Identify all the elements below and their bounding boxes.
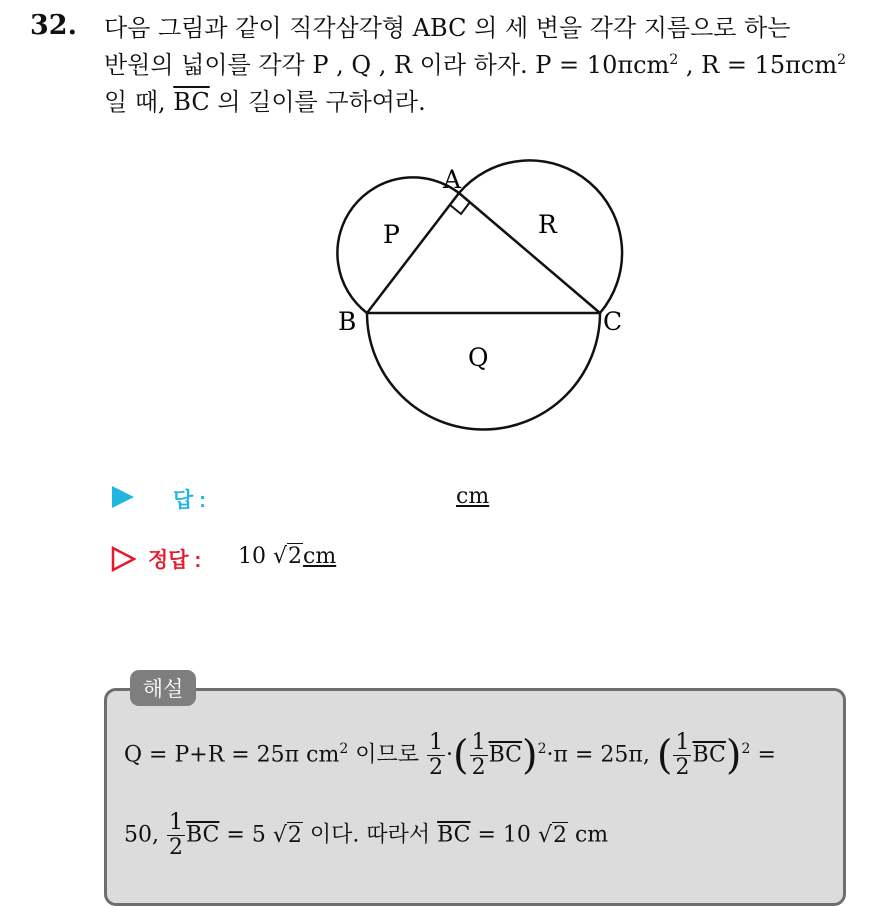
region-r-label: R: [538, 210, 557, 239]
sol-bc-3: $\overline{BC}$: [185, 822, 220, 848]
sol-sqrt-2: √2: [537, 822, 567, 848]
sol-frac-half-3: $\frac{1}{2}$: [675, 730, 690, 780]
question-text: [104, 10, 864, 121]
geometry-figure: [320, 155, 640, 445]
question-line-3: [104, 84, 864, 121]
solution-line-2: [124, 812, 608, 859]
sol-frac-half-4: $\frac{1}{2}$: [168, 810, 183, 860]
question-line-1: 다음 그림과 같이 직각삼각형 ABC 의 세 변을 각각 지름으로 하는: [104, 14, 791, 42]
correct-sqrt: √2: [273, 544, 303, 569]
sol-frac-half-1: $\frac{1}{2}$: [428, 730, 443, 780]
sol-bc-4: $\overline{BC}$: [437, 822, 471, 848]
sol-l2-b: = 5: [219, 822, 266, 848]
correct-radicand: 2: [288, 544, 303, 569]
sol-l1-d: =: [757, 742, 776, 768]
question-sup-1: 2: [669, 52, 679, 68]
sol-sqrt-1: √2: [272, 822, 302, 848]
solution-box: [104, 688, 846, 906]
solution-line-1: Q = P+R = 25π $cm^2$ 이므로 $\frac{1}{2}$ ·( $\frac{1}{2}$ $\overline{BC})^2\cdot\pi = 25\pi$, ( $\frac{1}{2}$ $\overline{BC})^2$ =: [124, 730, 776, 780]
correct-unit: cm: [303, 544, 337, 569]
side-ac: [459, 193, 600, 313]
correct-value-prefix: 10: [238, 544, 266, 569]
question-line-2: [104, 47, 864, 84]
vertex-c-label: C: [603, 307, 623, 336]
side-ab: [367, 193, 459, 313]
question-number: 32.: [30, 10, 77, 41]
sol-bc-2: $\overline{BC}$: [692, 742, 726, 768]
right-angle-mark: [450, 202, 470, 214]
answer-label: 답 :: [173, 489, 207, 512]
question-sup-2: 2: [837, 52, 846, 68]
region-q-label: Q: [468, 343, 489, 372]
correct-value: [238, 544, 336, 569]
sol-l2-c: 이다. 따라서: [302, 822, 438, 848]
sol-l2-e: cm: [567, 822, 609, 848]
sol-bc-1: $\overline{BC}$: [488, 742, 523, 768]
vertex-b-label: B: [338, 307, 357, 336]
sol-l2-a: 50,: [124, 822, 166, 848]
question-line-3-b: 의 길이를 구하여라.: [209, 88, 426, 116]
question-line-2-a: 반원의 넓이를 각각 P , Q , R 이라 하자. P = 10πcm: [104, 51, 670, 79]
outline-triangle-icon: [110, 546, 136, 572]
question-line-3-a: 일 때,: [104, 88, 174, 116]
region-p-label: P: [383, 220, 400, 249]
sol-exp-1: 2: [537, 741, 547, 758]
sol-frac-half-2: $\frac{1}{2}$: [471, 730, 486, 780]
correct-label: 정답 :: [148, 549, 202, 572]
question-line-2-b: , R = 15πcm: [678, 51, 838, 79]
sol-l1-sup: 2: [339, 741, 349, 758]
question-segment-bc: $\overline{BC}$: [173, 88, 210, 116]
sol-l2-d: = 10: [470, 822, 531, 848]
answer-unit: cm: [456, 484, 490, 509]
sol-exp-2: 2: [741, 741, 751, 758]
play-triangle-icon: [110, 484, 136, 510]
sol-l1-b: 이므로: [348, 742, 426, 768]
solution-tag: 해설: [130, 670, 196, 706]
vertex-a-label: A: [443, 165, 462, 194]
sol-l1-c: ·π = 25π,: [546, 742, 650, 768]
sol-l1-a: Q = P+R = 25π cm: [124, 742, 340, 768]
